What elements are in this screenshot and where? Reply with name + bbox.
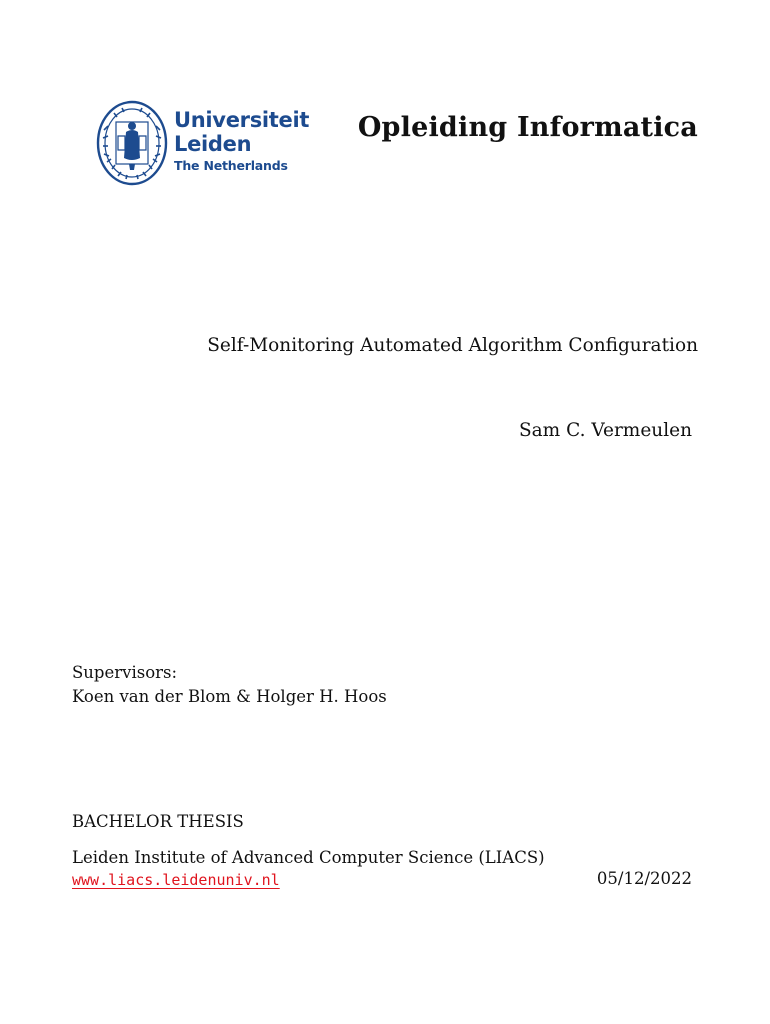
submission-date: 05/12/2022 [596,869,692,888]
university-logo [96,100,310,188]
website-link[interactable]: www.liacs.leidenuniv.nl [72,871,280,889]
thesis-type: BACHELOR THESIS [72,812,244,831]
supervisors-names: Koen van der Blom & Holger H. Hoos [72,687,387,706]
author-name: Sam C. Vermeulen [518,420,692,441]
logo-line-netherlands: The Netherlands [174,158,288,173]
university-seal-icon [96,100,168,186]
program-title: Opleiding Informatica [357,112,698,143]
supervisors-block [72,661,387,709]
thesis-title: Self-Monitoring Automated Algorithm Configuration [207,335,698,356]
institute-name: Leiden Institute of Advanced Computer Science (LIACS) [72,848,545,867]
logo-line-leiden: Leiden [174,132,252,156]
supervisors-label: Supervisors: [72,663,178,682]
logo-wordmark [174,110,309,173]
logo-line-universiteit: Universiteit [174,108,310,132]
